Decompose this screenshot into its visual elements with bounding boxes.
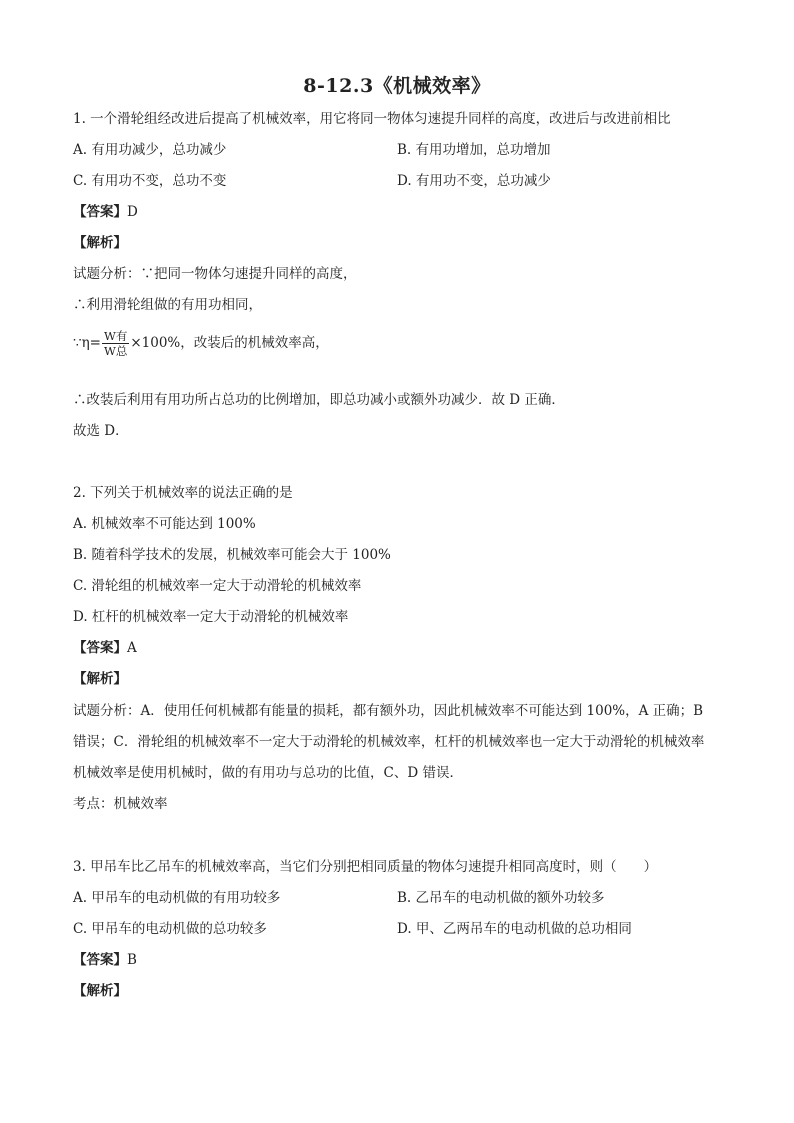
q2-option-b: B. 随着科学技术的发展，机械效率可能会大于 100% bbox=[73, 547, 391, 563]
formula-fraction bbox=[102, 329, 129, 358]
q2-option-a: A. 机械效率不可能达到 100% bbox=[73, 516, 256, 532]
q2-analysis-line: 机械效率是使用机械时，做的有用功与总功的比值，C、D 错误． bbox=[73, 765, 463, 781]
q3-analysis-tag: 【解析】 bbox=[73, 983, 127, 999]
q1-formula bbox=[73, 329, 329, 358]
q3-stem: 3. 甲吊车比乙吊车的机械效率高，当它们分别把相同质量的物体匀速提升相同高度时，则（ ） bbox=[73, 859, 658, 875]
q1-analysis-tag: 【解析】 bbox=[73, 235, 127, 251]
q3-option-d: D. 甲、乙两吊车的电动机做的总功相同 bbox=[397, 921, 632, 937]
q3-option-c: C. 甲吊车的电动机做的总功较多 bbox=[73, 921, 267, 937]
answer-value: A bbox=[127, 640, 137, 656]
q2-stem: 2. 下列关于机械效率的说法正确的是 bbox=[73, 485, 293, 501]
page-title: 8-12.3《机械效率》 bbox=[303, 75, 491, 97]
answer-value: B bbox=[127, 952, 137, 968]
q1-analysis-line: ∴利用滑轮组做的有用功相同， bbox=[73, 297, 262, 313]
q1-option-b: B. 有用功增加，总功增加 bbox=[397, 142, 551, 158]
q3-answer bbox=[73, 951, 137, 969]
formula-denominator: W总 bbox=[104, 344, 128, 358]
q3-option-b: B. 乙吊车的电动机做的额外功较多 bbox=[397, 890, 605, 906]
q1-option-c: C. 有用功不变，总功不变 bbox=[73, 173, 227, 189]
q1-stem: 1. 一个滑轮组经改进后提高了机械效率，用它将同一物体匀速提升同样的高度，改进后与改进前相比 bbox=[73, 111, 671, 127]
q2-analysis-line: 考点：机械效率 bbox=[73, 796, 168, 812]
formula-suffix: ×100%，改装后的机械效率高， bbox=[130, 335, 329, 351]
answer-tag: 【答案】 bbox=[73, 640, 127, 656]
q3-option-a: A. 甲吊车的电动机做的有用功较多 bbox=[73, 890, 281, 906]
q1-analysis-line: 试题分析：∵把同一物体匀速提升同样的高度， bbox=[73, 266, 357, 282]
q1-option-d: D. 有用功不变，总功减少 bbox=[397, 173, 551, 189]
q1-analysis-line: ∴改装后利用有用功所占总功的比例增加，即总功减小或额外功减少．故 D 正确． bbox=[73, 392, 565, 408]
q2-analysis-tag: 【解析】 bbox=[73, 671, 127, 687]
formula-numerator: W有 bbox=[104, 329, 128, 343]
q1-answer bbox=[73, 203, 138, 221]
formula-prefix: ∵η= bbox=[73, 335, 101, 351]
answer-tag: 【答案】 bbox=[73, 952, 127, 968]
q2-analysis-line: 试题分析：A．使用任何机械都有能量的损耗，都有额外功，因此机械效率不可能达到 100%，A 正确；B bbox=[73, 703, 704, 719]
q2-option-c: C. 滑轮组的机械效率一定大于动滑轮的机械效率 bbox=[73, 578, 362, 594]
q1-analysis-line: 故选 D． bbox=[73, 423, 129, 439]
q2-answer bbox=[73, 639, 137, 657]
answer-value: D bbox=[127, 204, 138, 220]
q2-option-d: D. 杠杆的机械效率一定大于动滑轮的机械效率 bbox=[73, 609, 349, 625]
q1-option-a: A. 有用功减少，总功减少 bbox=[73, 142, 227, 158]
q2-analysis-line: 错误；C．滑轮组的机械效率不一定大于动滑轮的机械效率，杠杆的机械效率也一定大于动滑轮的机械效率 bbox=[73, 734, 705, 750]
answer-tag: 【答案】 bbox=[73, 204, 127, 220]
